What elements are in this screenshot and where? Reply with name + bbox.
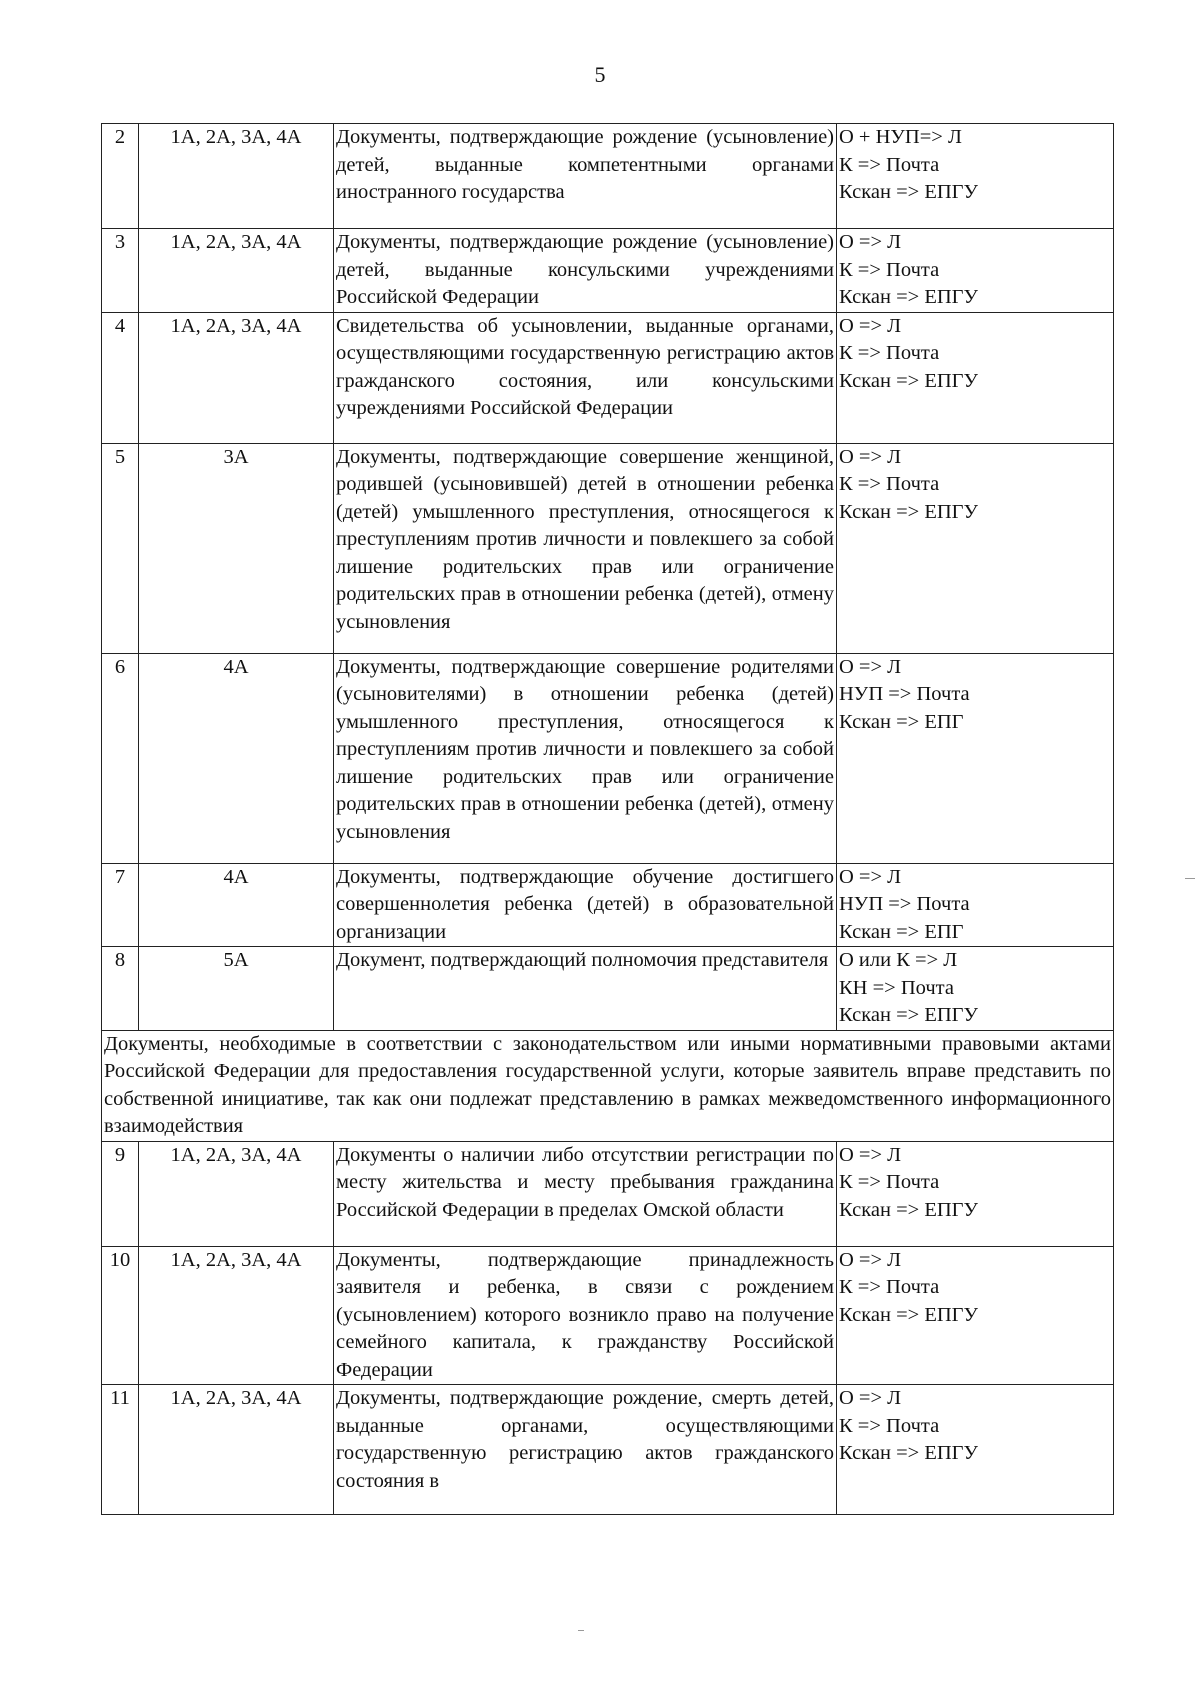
- row-number: 8: [102, 947, 139, 1031]
- submission-method: КН => Почта: [839, 976, 954, 999]
- row-description: Документы, подтверждающие совершение родителями (усыновителями) в отношении ребенка (детей) умышленного преступления, относящегося к преступлениям против личности и повлекшего за собой лишение родительских прав или ограничение родительских прав в отношении ребенка (детей), отмену усыновления: [334, 653, 837, 863]
- row-submission-methods: [837, 1246, 1114, 1385]
- row-submission-methods: [837, 1385, 1114, 1515]
- table-row: [102, 229, 1114, 313]
- table-row: [102, 1141, 1114, 1246]
- submission-method: О или К => Л: [839, 949, 958, 971]
- row-submission-methods: [837, 443, 1114, 653]
- section-row: [102, 1030, 1114, 1141]
- row-categories: 1А, 2А, 3А, 4А: [139, 1246, 334, 1385]
- submission-method: Кскан => ЕПГ: [839, 920, 964, 943]
- documents-table: [101, 123, 1114, 1515]
- scan-mark: [578, 1630, 584, 1631]
- row-submission-methods: [837, 1141, 1114, 1246]
- submission-method: Кскан => ЕПГУ: [839, 181, 979, 203]
- submission-method: Кскан => ЕПГ: [839, 710, 964, 733]
- submission-method: О + НУП=> Л: [839, 126, 962, 148]
- row-categories: 1А, 2А, 3А, 4А: [139, 1385, 334, 1515]
- row-description: Документ, подтверждающий полномочия представителя: [334, 947, 837, 1031]
- submission-method: О => Л: [839, 314, 902, 337]
- submission-method: Кскан => ЕПГУ: [839, 1198, 979, 1221]
- row-submission-methods: [837, 653, 1114, 863]
- row-categories: 3А: [139, 443, 334, 653]
- page-number: 5: [594, 62, 606, 87]
- table-row: [102, 947, 1114, 1031]
- table-row: [102, 443, 1114, 653]
- row-description: Документы, подтверждающие совершение женщиной, родившей (усыновившей) детей в отношении ребенка (детей) умышленного преступления, относящегося к преступлениям против личности и повлекшего за собой лишение родительских прав или ограничение родительских прав в отношении ребенка (детей), отмену усыновления: [334, 443, 837, 653]
- row-categories: 4А: [139, 863, 334, 947]
- row-number: 2: [102, 124, 139, 229]
- row-description: Документы, подтверждающие рождение (усыновление) детей, выданные компетентными органами иностранного государства: [334, 124, 837, 229]
- submission-method: О => Л: [839, 1143, 902, 1166]
- row-number: 5: [102, 443, 139, 653]
- submission-method: К => Почта: [839, 1414, 940, 1437]
- submission-method: К => Почта: [839, 258, 940, 281]
- submission-method: НУП => Почта: [839, 683, 970, 705]
- row-submission-methods: [837, 124, 1114, 229]
- row-submission-methods: [837, 947, 1114, 1031]
- table-row: [102, 863, 1114, 947]
- table-body-bottom: [102, 1141, 1114, 1515]
- submission-method: К => Почта: [839, 473, 940, 495]
- section-text: Документы, необходимые в соответствии с законодательством или иными нормативными правовыми актами Российской Федерации для предоставления государственной услуги, которые заявитель вправе представить по собственной инициативе, так как они подлежат представлению в рамках межведомственного информационного взаимодействия: [102, 1030, 1114, 1141]
- submission-method: К => Почта: [839, 1171, 940, 1193]
- submission-method: Кскан => ЕПГУ: [839, 1303, 979, 1326]
- row-number: 6: [102, 653, 139, 863]
- row-submission-methods: [837, 312, 1114, 443]
- row-categories: 1А, 2А, 3А, 4А: [139, 312, 334, 443]
- row-description: Документы, подтверждающие рождение, смерть детей, выданные органами, осуществляющими государственную регистрацию актов гражданского состояния в: [334, 1385, 837, 1515]
- row-description: Документы о наличии либо отсутствии регистрации по месту жительства и месту пребывания гражданина Российской Федерации в пределах Омской области: [334, 1141, 837, 1246]
- submission-method: НУП => Почта: [839, 893, 970, 915]
- submission-method: О => Л: [839, 445, 902, 468]
- submission-method: К => Почта: [839, 1276, 940, 1298]
- row-description: Документы, подтверждающие обучение достигшего совершеннолетия ребенка (детей) в образовательной организации: [334, 863, 837, 947]
- submission-method: К => Почта: [839, 153, 940, 176]
- submission-method: О => Л: [839, 1248, 902, 1271]
- table-row: [102, 312, 1114, 443]
- table-row: [102, 124, 1114, 229]
- scan-mark: [1185, 878, 1195, 879]
- row-number: 4: [102, 312, 139, 443]
- row-categories: 1А, 2А, 3А, 4А: [139, 1141, 334, 1246]
- table-row: [102, 653, 1114, 863]
- table-body-top: [102, 124, 1114, 1031]
- row-number: 3: [102, 229, 139, 313]
- row-number: 10: [102, 1246, 139, 1385]
- table-body-section: [102, 1030, 1114, 1141]
- row-categories: 5А: [139, 947, 334, 1031]
- submission-method: О => Л: [839, 865, 902, 888]
- row-description: Документы, подтверждающие рождение (усыновление) детей, выданные консульскими учреждениями Российской Федерации: [334, 229, 837, 313]
- row-submission-methods: [837, 863, 1114, 947]
- row-number: 7: [102, 863, 139, 947]
- submission-method: Кскан => ЕПГУ: [839, 1004, 979, 1026]
- submission-method: К => Почта: [839, 342, 940, 364]
- row-categories: 1А, 2А, 3А, 4А: [139, 229, 334, 313]
- submission-method: О => Л: [839, 655, 902, 678]
- submission-method: Кскан => ЕПГУ: [839, 369, 979, 392]
- row-submission-methods: [837, 229, 1114, 313]
- row-number: 11: [102, 1385, 139, 1515]
- submission-method: Кскан => ЕПГУ: [839, 286, 979, 308]
- row-number: 9: [102, 1141, 139, 1246]
- row-description: Свидетельства об усыновлении, выданные органами, осуществляющими государственную регистрацию актов гражданского состояния, или консульскими учреждениями Российской Федерации: [334, 312, 837, 443]
- table-row: [102, 1246, 1114, 1385]
- row-description: Документы, подтверждающие принадлежность заявителя и ребенка, в связи с рождением (усыновлением) которого возникло право на получение семейного капитала, к гражданству Российской Федерации: [334, 1246, 837, 1385]
- table-row: [102, 1385, 1114, 1515]
- submission-method: О => Л: [839, 1387, 902, 1409]
- row-categories: 1А, 2А, 3А, 4А: [139, 124, 334, 229]
- submission-method: Кскан => ЕПГУ: [839, 1442, 979, 1464]
- submission-method: Кскан => ЕПГУ: [839, 500, 979, 523]
- submission-method: О => Л: [839, 231, 902, 253]
- row-categories: 4А: [139, 653, 334, 863]
